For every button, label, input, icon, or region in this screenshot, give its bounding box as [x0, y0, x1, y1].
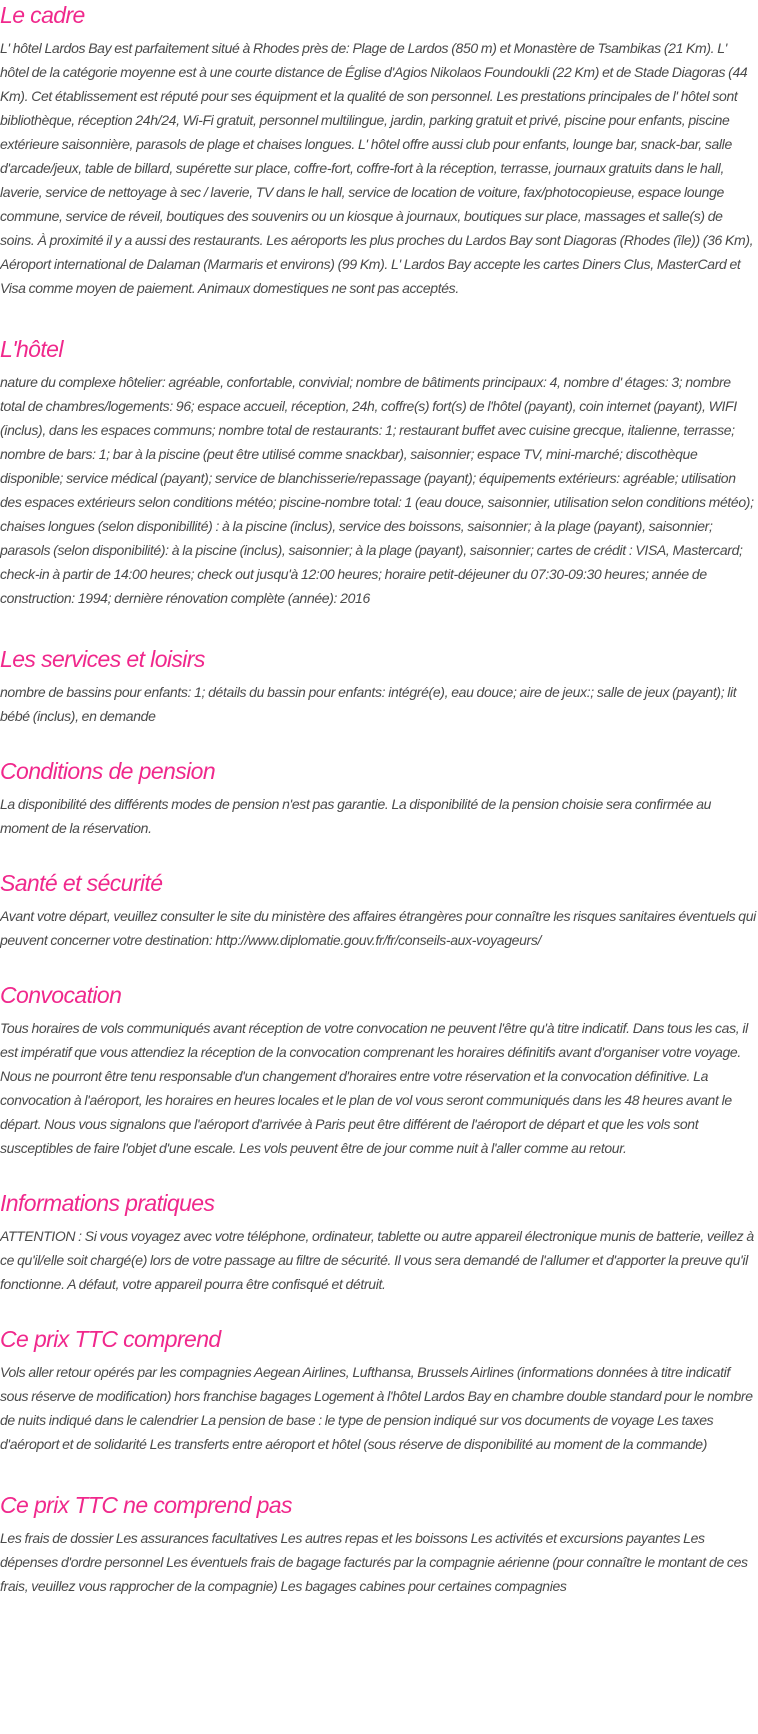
section-body: Vols aller retour opérés par les compagnies Aegean Airlines, Lufthansa, Brussels Airlines (informations données à titre indicatif sous réserve de modification) hors franchise bagages Logement à l'hôtel Lardos Bay en chambre double standard pour le nombre de nuits indiqué dans le calendrier La pension de base : le type de pension indiqué sur vos documents de voyage Les taxes d'aéroport et de solidarité Les transferts entre aéroport et hôtel (sous réserve de disponibilité au moment de la commande) [0, 1364, 753, 1452]
section-convocation [0, 980, 756, 1160]
section-conditions-pension [0, 756, 756, 840]
section-title: L'hôtel [0, 336, 63, 362]
section-prix-ne-comprend-pas [0, 1490, 756, 1598]
section-body: La disponibilité des différents modes de pension n'est pas garantie. La disponibilité de la pension choisie sera confirmée au moment de la réservation. [0, 796, 712, 836]
section-le-cadre [0, 0, 756, 300]
section-sante-securite [0, 868, 756, 952]
section-prix-comprend [0, 1324, 756, 1456]
section-hotel [0, 334, 756, 610]
section-title: Conditions de pension [0, 758, 216, 784]
section-title: Les services et loisirs [0, 646, 205, 672]
section-title: Ce prix TTC comprend [0, 1326, 221, 1352]
section-body: nature du complexe hôtelier: agréable, confortable, convivial; nombre de bâtiments principaux: 4, nombre d' étages: 3; nombre total de chambres/logements: 96; espace accueil, réception, 24h, coffre(s) fort(s) de l'hôtel (payant), coin internet (payant), WIFI (inclus), dans les espaces communs; nombre total de restaurants: 1; restaurant buffet avec cuisine grecque, italienne, terrasse; nombre de bars: 1; bar à la piscine (peut être utilisé comme snackbar), saisonnier; espace TV, mini-marché; discothèque disponible; service médical (payant); service de blanchisserie/repassage (payant); équipements extérieurs: agréable; utilisation des espaces extérieurs selon conditions météo; piscine-nombre total: 1 (eau douce, saisonnier, utilisation selon conditions météo); chaises longues (selon disponibillité) : à la piscine (inclus), service des boissons, saisonnier; à la plage (payant), saisonnier; parasols (selon disponibilité): à la piscine (inclus), saisonnier; à la plage (payant), saisonnier; cartes de crédit : VISA, Mastercard; check-in à partir de 14:00 heures; check out jusqu'à 12:00 heures; horaire petit-déjeuner du 07:30-09:30 heures; année de construction: 1994; dernière rénovation complète (année): 2016 [0, 374, 754, 606]
section-title: Santé et sécurité [0, 870, 163, 896]
section-informations-pratiques [0, 1188, 756, 1296]
section-body: Avant votre départ, veuillez consulter le site du ministère des affaires étrangères pour connaître les risques sanitaires éventuels qui peuvent concerner votre destination: http://www.diplomatie.gouv.fr/fr/conseils-aux-voyageurs/ [0, 908, 756, 948]
section-title: Le cadre [0, 2, 85, 28]
section-body: Les frais de dossier Les assurances facultatives Les autres repas et les boissons Les activités et excursions payantes Les dépenses d'ordre personnel Les éventuels frais de bagage facturés par la compagnie aérienne (pour connaître le montant de ces frais, veuillez vous rapprocher de la compagnie) Les bagages cabines pour certaines compagnies [0, 1530, 748, 1594]
section-title: Informations pratiques [0, 1190, 215, 1216]
section-body: L' hôtel Lardos Bay est parfaitement situé à Rhodes près de: Plage de Lardos (850 m) et Monastère de Tsambikas (21 Km). L' hôtel de la catégorie moyenne est à une courte distance de Église d'Agios Nikolaos Foundoukli (22 Km) et de Stade Diagoras (44 Km). Cet établissement est réputé pour ses équipment et la qualité de son personnel. Les prestations principales de l' hôtel sont bibliothèque, réception 24h/24, Wi-Fi gratuit, personnel multilingue, jardin, parking gratuit et privé, piscine pour enfants, piscine extérieure saisonnière, parasols de plage et chaises longues. L' hôtel offre aussi club pour enfants, lounge bar, snack-bar, salle d'arcade/jeux, table de billard, supérette sur place, coffre-fort, coffre-fort à la réception, terrasse, journaux gratuits dans le hall, laverie, service de nettoyage à sec / laverie, TV dans le hall, service de location de voiture, fax/photocopieuse, espace lounge commune, service de réveil, boutiques des souvenirs ou un kiosque à journaux, boutiques sur place, massages et salle(s) de soins. À proximité il y a aussi des restaurants. Les aéroports les plus proches du Lardos Bay sont Diagoras (Rhodes (île)) (36 Km), Aéroport international de Dalaman (Marmaris et environs) (99 Km). L' Lardos Bay accepte les cartes Diners Clus, MasterCard et Visa comme moyen de paiement. Animaux domestiques ne sont pas acceptés. [0, 40, 754, 296]
section-body: nombre de bassins pour enfants: 1; détails du bassin pour enfants: intégré(e), eau douce; aire de jeux:; salle de jeux (payant); lit bébé (inclus), en demande [0, 684, 737, 724]
section-services-loisirs [0, 644, 756, 728]
section-title: Ce prix TTC ne comprend pas [0, 1492, 292, 1518]
section-title: Convocation [0, 982, 122, 1008]
section-body: Tous horaires de vols communiqués avant réception de votre convocation ne peuvent l'être qu'à titre indicatif. Dans tous les cas, il est impératif que vous attendiez la réception de la convocation comprenant les horaires définitifs avant d'organiser votre voyage. Nous ne pourront être tenu responsable d'un changement d'horaires entre votre réservation et la convocation définitive. La convocation à l'aéroport, les horaires en heures locales et le plan de vol vous seront communiqués dans les 48 heures avant le départ. Nous vous signalons que l'aéroport d'arrivée à Paris peut être différent de l'aéroport de départ et que les vols sont susceptibles de faire l'objet d'une escale. Les vols peuvent être de jour comme nuit à l'aller comme au retour. [0, 1020, 748, 1156]
section-body: ATTENTION : Si vous voyagez avec votre téléphone, ordinateur, tablette ou autre appareil électronique munis de batterie, veillez à ce qu'il/elle soit chargé(e) lors de votre passage au filtre de sécurité. Il vous sera demandé de l'allumer et d'apporter la preuve qu'il fonctionne. A défaut, votre appareil pourra être confisqué et détruit. [0, 1228, 754, 1292]
